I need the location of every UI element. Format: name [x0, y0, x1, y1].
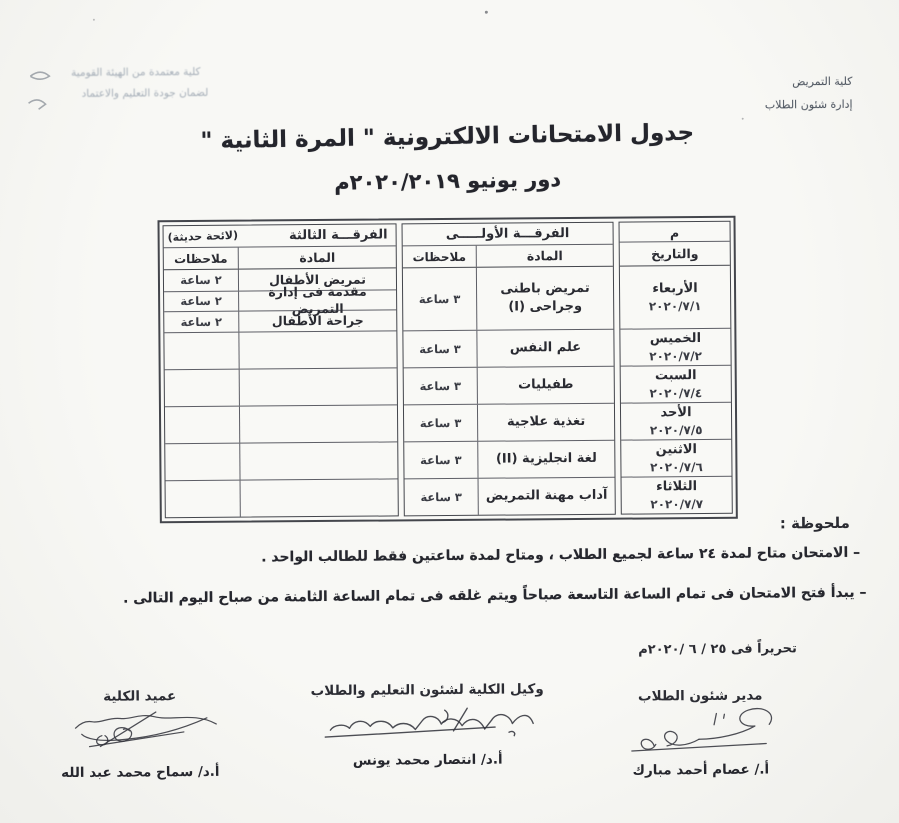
- document-subtitle: دور يونيو ٢٠١٩‏/‏٢٠٢٠م: [334, 167, 562, 195]
- table-row: [621, 439, 731, 477]
- notes-column-header: ملاحظات: [412, 249, 467, 264]
- signature-scribble-icon: [35, 704, 245, 764]
- stamp-line-1: كلية معتمدة من الهيئة القومية: [71, 65, 201, 79]
- table-row-empty: [164, 330, 396, 369]
- third-year-bylaw-note: (لائحة حديثة): [167, 228, 239, 245]
- document-title: جدول الامتحانات الالكترونية " المرة الثانية ": [200, 119, 695, 155]
- first-year-section: [402, 222, 616, 517]
- first-year-rows: [403, 267, 615, 516]
- subject-cell: آداب مهنة التمريض: [478, 478, 615, 515]
- notes-cell: ٣ ساعة: [419, 341, 461, 357]
- header-date: والتاريخ: [650, 246, 699, 262]
- date-column-header: [620, 222, 730, 267]
- signature-scribble-icon: [297, 697, 557, 751]
- table-row-empty: [166, 478, 398, 517]
- notes-cell: ٣ ساعة: [420, 452, 462, 468]
- table-row: [622, 476, 732, 514]
- stamp-line-2: لضمان جودة التعليم والاعتماد: [81, 86, 209, 100]
- faculty-name: كلية التمريض: [792, 74, 853, 89]
- signatory-title: مدير شئون الطلاب: [637, 687, 763, 705]
- subject-cell: مقدمة فى إدارة التمريض: [238, 290, 396, 311]
- subject-cell: طفيليات: [477, 367, 614, 404]
- exam-schedule-table: [157, 216, 737, 524]
- table-row: [404, 403, 614, 442]
- notes-heading: ملحوظة :: [779, 513, 850, 533]
- day-date: ٢٠٢٠/٧/٤: [649, 386, 703, 401]
- notes-cell: ٣ ساعة: [419, 378, 462, 394]
- notes-cell: ٣ ساعة: [420, 489, 462, 505]
- note-item: – الامتحان متاح لمدة ٢٤ ساعة لجميع الطلاب ، ومتاح لمدة ساعتين فقط للطالب الواحد .: [261, 544, 861, 566]
- table-row: [403, 329, 613, 368]
- table-row: [404, 440, 614, 479]
- table-row: [621, 402, 731, 440]
- note-item: – يبدأ فتح الامتحان فى تمام الساعة التاسعة صباحاً ويتم غلقه فى تمام الساعة الثامنة من صباح اليوم التالى .: [122, 584, 867, 607]
- subject-cell: تمريض الأطفال: [238, 268, 396, 290]
- notes-column-header: ملاحظات: [174, 251, 228, 266]
- signature-block-student-affairs-director: [595, 687, 806, 779]
- subject-column-header: المادة: [238, 246, 396, 268]
- table-row: [405, 477, 615, 516]
- scan-speck: [93, 19, 95, 21]
- signature-block-dean: [32, 688, 248, 782]
- issue-date-line: تحريراً فى ٢٥ / ٦ /٢٠٢٠م: [638, 641, 797, 658]
- day-name: الأربعاء: [652, 281, 698, 297]
- header-number: م: [620, 222, 730, 243]
- signatory-name: أ.د/ انتصار محمد يونس: [352, 751, 503, 769]
- table-row-empty: [165, 404, 397, 443]
- notes-cell: ٢ ساعة: [180, 294, 222, 309]
- day-date: ٢٠٢٠/٧/١: [648, 299, 702, 314]
- day-date: ٢٠٢٠/٧/٢: [649, 349, 702, 364]
- third-year-header: [164, 224, 396, 270]
- date-column-section: [619, 221, 733, 515]
- signatory-title: عميد الكلية: [103, 688, 177, 705]
- subject-cell: لغة انجليزية (II): [477, 441, 614, 478]
- table-row: [620, 328, 730, 366]
- day-name: الأحد: [660, 405, 692, 421]
- signatory-name: أ.د/ سماح محمد عبد الله: [61, 763, 220, 782]
- student-affairs-dept: إدارة شئون الطلاب: [764, 97, 853, 112]
- table-row: [164, 310, 396, 332]
- day-name: الاثنين: [655, 442, 698, 458]
- table-row-empty: [165, 367, 397, 406]
- stamp-ink-marks-icon: [23, 67, 65, 119]
- day-name: السبت: [654, 368, 697, 384]
- table-row-empty: [165, 441, 397, 480]
- table-row: [404, 366, 614, 405]
- subject-column-header: المادة: [476, 245, 613, 267]
- day-name: الخميس: [649, 331, 702, 347]
- table-row: [403, 267, 613, 331]
- signature-block-vice-dean: [292, 681, 563, 769]
- subject-cell: علم النفس: [476, 330, 613, 367]
- signatory-title: وكيل الكلية لشئون التعليم والطلاب: [310, 681, 544, 700]
- table-row: [620, 266, 730, 329]
- subject-cell: تغذية علاجية: [477, 404, 614, 441]
- day-date: ٢٠٢٠/٧/٥: [649, 423, 703, 438]
- first-year-header: [403, 223, 613, 269]
- third-year-rows: [164, 268, 398, 517]
- faculty-header: [765, 71, 853, 117]
- signature-scribble-icon: [600, 703, 800, 761]
- date-rows: [620, 266, 732, 514]
- notes-cell: ٣ ساعة: [418, 291, 461, 307]
- day-date: ٢٠٢٠/٧/٦: [650, 460, 703, 475]
- table-row: [164, 283, 396, 317]
- day-name: الثلاثاء: [656, 479, 698, 495]
- subject-cell: تمريض باطنى وجراحى (I): [476, 267, 613, 330]
- third-year-section: [163, 223, 399, 518]
- scan-speck: [742, 118, 744, 120]
- signatory-name: أ./ عصام أحمد مبارك: [632, 761, 770, 779]
- subject-cell: جراحة الأطفال: [238, 311, 396, 332]
- notes-cell: ٢ ساعة: [180, 273, 222, 288]
- notes-cell: ٣ ساعة: [419, 415, 462, 431]
- day-date: ٢٠٢٠/٧/٧: [650, 497, 704, 512]
- third-year-group-title: الفرقـــة الثالثة: [288, 227, 388, 244]
- table-row: [621, 365, 731, 403]
- notes-cell: ٢ ساعة: [180, 314, 223, 330]
- first-year-group-title: الفرقـــة الأولـــــى: [445, 226, 570, 243]
- scan-speck: [485, 11, 488, 14]
